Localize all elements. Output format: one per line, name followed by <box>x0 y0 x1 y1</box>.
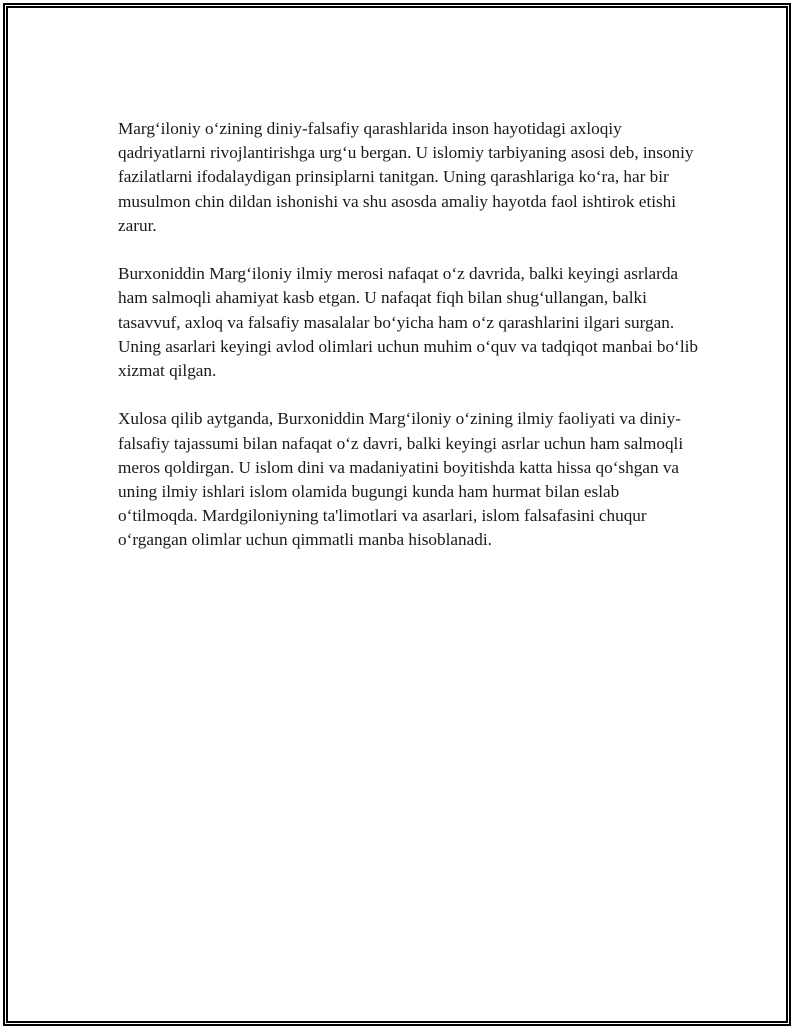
paragraph-1: Marg‘iloniy o‘zining diniy-falsafiy qarashlarida inson hayotidagi axloqiy qadriyatlarni rivojlantirishga urg‘u bergan. U islomiy tarbiyaning asosi deb, insoniy fazilatlarni ifodalaydigan prinsiplarni tanitgan. Uning qarashlariga ko‘ra, har bir musulmon chin dildan ishonishi va shu asosda amaliy hayotda faol ishtirok etishi zarur. <box>118 119 694 235</box>
paragraph-3: Xulosa qilib aytganda, Burxoniddin Marg‘iloniy o‘zining ilmiy faoliyati va diniy-falsafiy tajassumi bilan nafaqat o‘z davri, balki keyingi asrlar uchun ham salmoqli meros qoldirgan. U islom dini va madaniyatini boyitishda katta hissa qo‘shgan va uning ilmiy ishlari islom olamida bugungi kunda ham hurmat bilan eslab o‘tilmoqda. Mardgiloniyning ta'limotlari va asarlari, islom falsafasini chuqur o‘rgangan olimlar uchun qimmatli manba hisoblanadi. <box>118 409 684 550</box>
document-body <box>118 117 698 577</box>
paragraph-2: Burxoniddin Marg‘iloniy ilmiy merosi nafaqat o‘z davrida, balki keyingi asrlarda ham salmoqli ahamiyat kasb etgan. U nafaqat fiqh bilan shug‘ullangan, balki tasavvuf, axloq va falsafiy masalalar bo‘yicha ham o‘z qarashlarini ilgari surgan. Uning asarlari keyingi avlod olimlari uchun muhim o‘quv va tadqiqot manbai bo‘lib xizmat qilgan. <box>118 264 698 381</box>
